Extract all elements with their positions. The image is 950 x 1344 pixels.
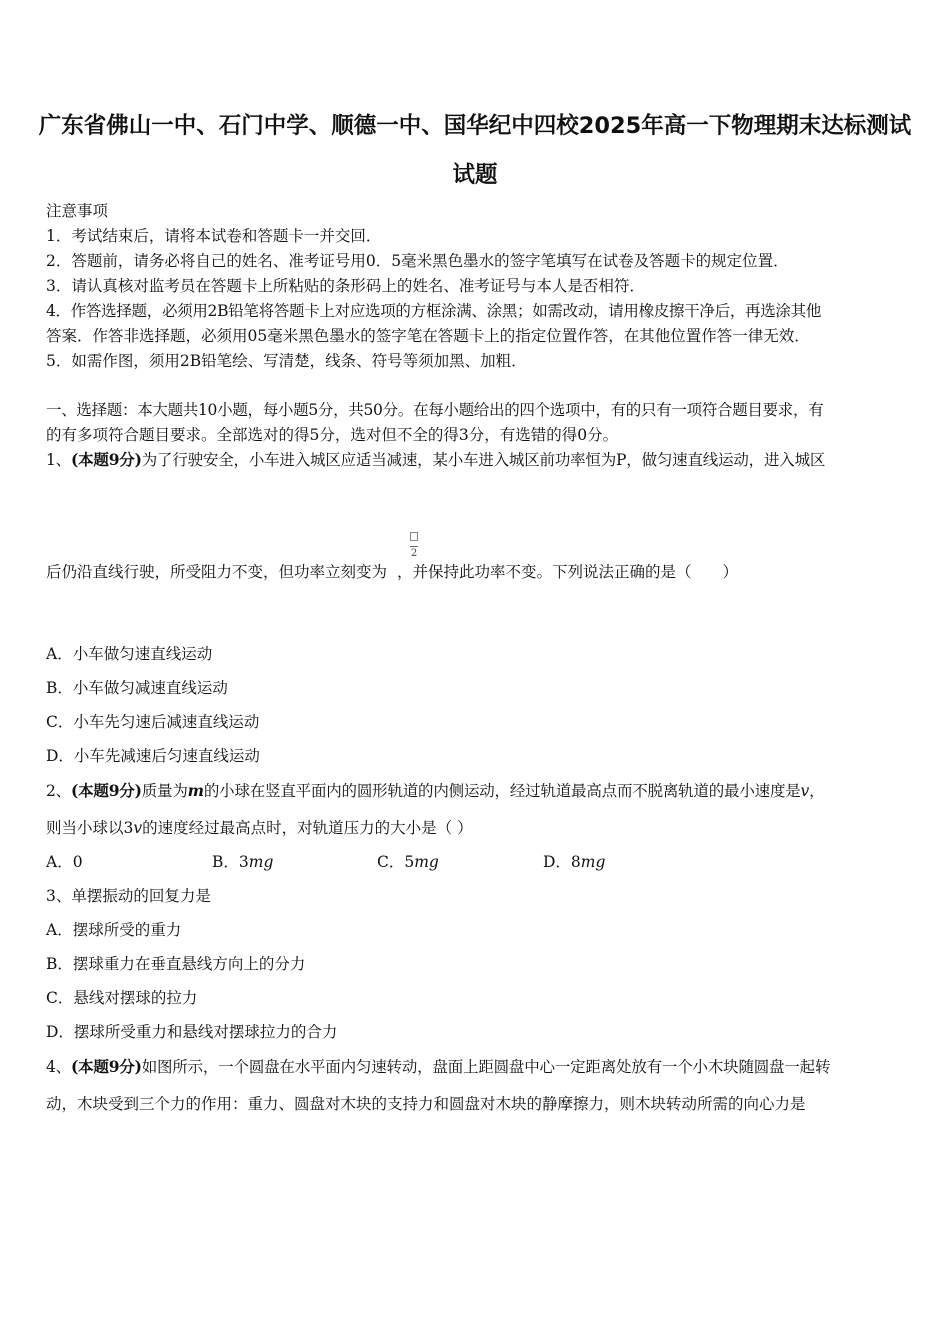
section-instructions-cont: 的有多项符合题目要求。全部选对的得5分，选对但不全的得3分，有选错的得0分。: [46, 426, 619, 444]
missing-glyph-icon: [410, 532, 418, 541]
question-text: 为了行驶安全，小车进入城区应适当减速，某小车进入城区前功率恒为P，做匀速直线运动，进入城区: [141, 451, 826, 469]
question-4-stem: [46, 1057, 830, 1077]
option-unit: mg: [248, 853, 274, 871]
question-2-stem-cont: [46, 818, 473, 838]
variable-m: m: [187, 781, 204, 800]
question-4-stem-cont: 动，木块受到三个力的作用：重力、圆盘对木块的支持力和圆盘对木块的静摩擦力，则木块转动所需的向心力是: [46, 1095, 806, 1113]
question-text: 如图所示，一个圆盘在水平面内匀速转动，盘面上距圆盘中心一定距离处放有一个小木块随圆盘一起转: [141, 1058, 831, 1076]
notice-item: 3．请认真核对监考员在答题卡上所粘贴的条形码上的姓名、准考证号与本人是否相符．: [46, 277, 645, 295]
option-a: A．摆球所受的重力: [46, 921, 182, 939]
option-label: B．3: [212, 853, 249, 871]
option-label: D．8: [543, 853, 581, 871]
question-3-stem: 3、单摆振动的回复力是: [46, 887, 211, 905]
question-text: 的小球在竖直平面内的圆形轨道的内侧运动，经过轨道最高点而不脱离轨道的最小速度是: [203, 782, 801, 800]
notice-item: 2．答题前，请务必将自己的姓名、准考证号用0．5毫米黑色墨水的签字笔填写在试卷及答题卡的规定位置．: [46, 252, 789, 270]
notice-item: 5．如需作图，须用2B铅笔绘、写清楚，线条、符号等须加黑、加粗．: [46, 352, 527, 370]
question-1-stem-cont: [46, 562, 738, 582]
question-text: 质量为: [141, 782, 188, 800]
section-instructions: 一、选择题：本大题共10小题，每小题5分，共50分。在每小题给出的四个选项中，有的只有一项符合题目要求，有: [46, 401, 824, 419]
question-number: 1、: [46, 451, 71, 469]
question-score: (本题9分): [70, 781, 142, 800]
option-b: B．小车做匀减速直线运动: [46, 679, 228, 697]
option-b: B．摆球重力在垂直悬线方向上的分力: [46, 955, 306, 973]
document-title: 广东省佛山一中、石门中学、顺德一中、国华纪中四校2025年高一下物理期末达标测试: [38, 113, 912, 139]
option-a: A．小车做匀速直线运动: [46, 645, 213, 663]
option-d: D．小车先减速后匀速直线运动: [46, 747, 260, 765]
variable-v: v: [800, 782, 810, 800]
punctuation: ，: [809, 782, 825, 800]
option-c: C．悬线对摆球的拉力: [46, 989, 198, 1007]
question-score: (本题9分): [70, 1057, 142, 1076]
question-text: ，并保持此功率不变。下列说法正确的是（ ）: [397, 563, 739, 581]
fraction-denominator: 2: [410, 548, 418, 559]
question-text: 的速度经过最高点时，对轨道压力的大小是（ ）: [142, 819, 473, 837]
notice-heading: 注意事项: [46, 202, 109, 220]
document-title-cont: 试题: [452, 162, 498, 188]
option-d: [543, 852, 605, 872]
question-score: (本题9分): [70, 450, 142, 469]
option-a: [46, 852, 83, 872]
fraction-p-over-2: [410, 532, 418, 560]
option-label: C．5: [377, 853, 415, 871]
question-number: 2、: [46, 782, 71, 800]
option-c: [377, 852, 439, 872]
option-unit: mg: [580, 853, 606, 871]
notice-item: 答案．作答非选择题，必须用05毫米黑色墨水的签字笔在答题卡上的指定位置作答，在其他位置作答一律无效．: [46, 327, 810, 345]
variable-v: v: [133, 819, 143, 837]
question-1-stem: [46, 450, 825, 470]
option-b: [212, 852, 273, 872]
option-c: C．小车先匀速后减速直线运动: [46, 713, 260, 731]
option-d: D．摆球所受重力和悬线对摆球拉力的合力: [46, 1023, 338, 1041]
notice-item: 4．作答选择题，必须用2B铅笔将答题卡上对应选项的方框涂满、涂黑；如需改动，请用橡皮擦干净后，再选涂其他: [46, 302, 822, 320]
question-text: 后仍沿直线行驶，所受阻力不变，但功率立刻变为: [46, 563, 388, 581]
notice-item: 1．考试结束后，请将本试卷和答题卡一并交回．: [46, 227, 382, 245]
question-text: 则当小球以3: [46, 819, 134, 837]
option-unit: mg: [414, 853, 439, 871]
option-label: A．0: [46, 853, 83, 871]
question-2-stem: [46, 781, 824, 801]
question-number: 4、: [46, 1058, 71, 1076]
